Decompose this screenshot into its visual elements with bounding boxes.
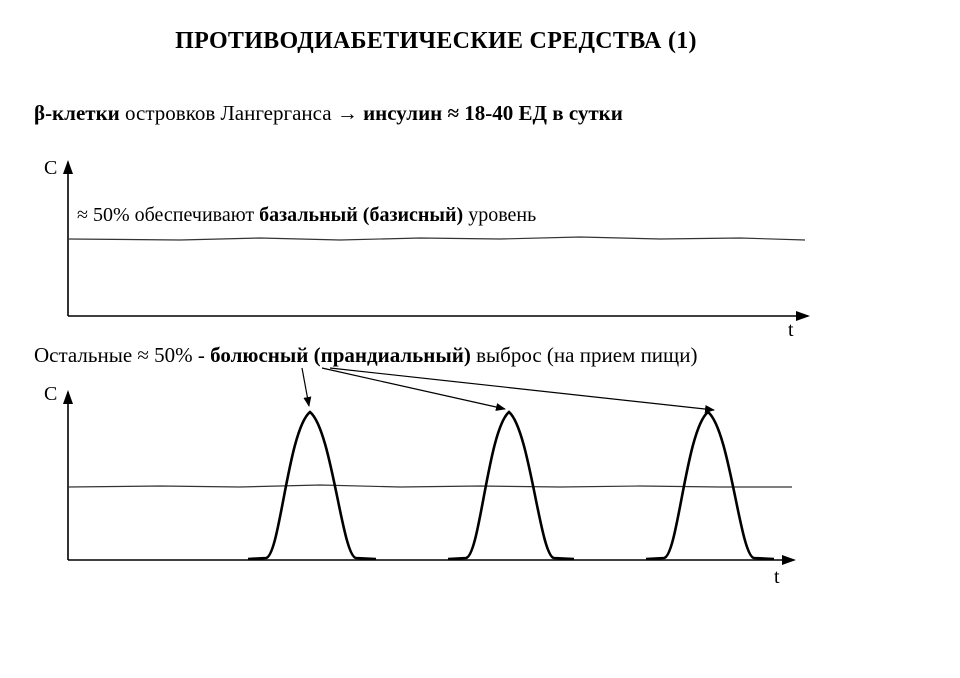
bolus-peak-2 — [448, 412, 574, 559]
bolus-peak-3 — [646, 412, 774, 559]
islets-text: островков Лангерганса — [119, 101, 337, 125]
arrow-symbol: → — [336, 101, 358, 125]
basal-label-suffix: уровень — [463, 204, 537, 226]
bolus-suffix: выброс (на прием пищи) — [470, 343, 698, 367]
page-title: ПРОТИВОДИАБЕТИЧЕСКИЕ СРЕДСТВА (1) — [175, 28, 697, 54]
chart1-y-arrow — [63, 160, 73, 174]
chart2-x-arrow — [782, 555, 796, 565]
pointer-arrow-1 — [302, 368, 309, 406]
bolus-term: болюсный (прандиальный) — [210, 343, 471, 367]
chart1-y-label: C — [44, 157, 58, 179]
chart2-y-label: C — [44, 383, 58, 405]
insulin-dose-text: инсулин ≈ 18-40 ЕД в сутки — [357, 101, 623, 125]
beta-cells-term: β-клетки — [34, 101, 120, 125]
basal-label-term: базальный (базисный) — [259, 204, 464, 226]
chart2-y-arrow — [63, 390, 73, 404]
chart2-x-label: t — [774, 566, 780, 588]
chart1-x-label: t — [788, 319, 794, 341]
chart1-x-arrow — [796, 311, 810, 321]
pointer-arrow-2 — [322, 368, 505, 409]
basal-label-prefix: ≈ 50% обеспечивают — [77, 204, 260, 226]
bolus-prefix: Остальные ≈ 50% - — [34, 343, 211, 367]
pointer-arrow-3 — [330, 368, 714, 410]
chart1-basal-line — [68, 237, 805, 240]
